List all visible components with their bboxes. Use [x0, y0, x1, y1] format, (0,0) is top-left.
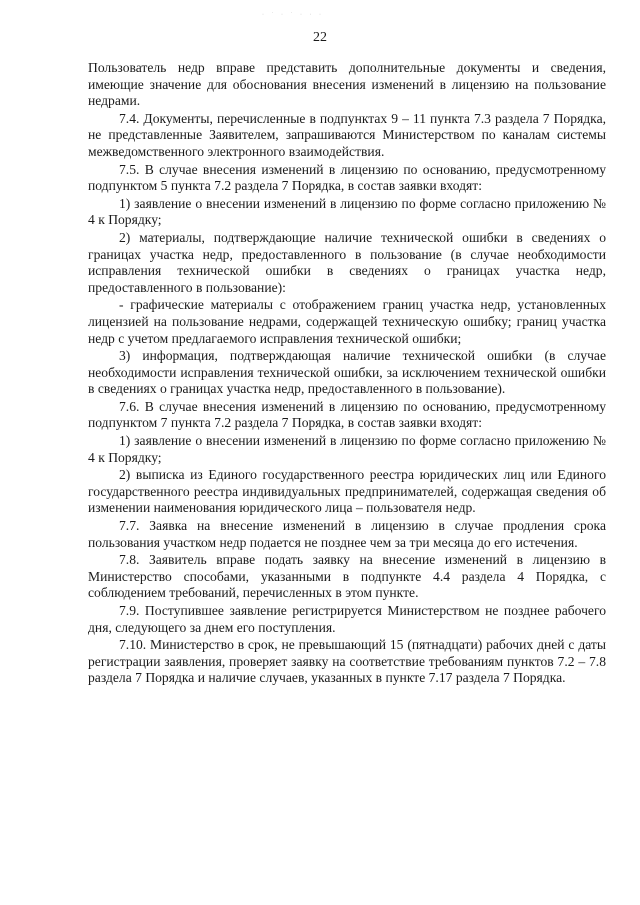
page-number: 22: [313, 30, 327, 45]
paragraph-intro: Пользователь недр вправе представить дополнительные документы и сведения, имеющие значение для обоснования внесения изменений в лицензию на пользование недрами.: [88, 60, 606, 109]
paragraph-7-7: 7.7. Заявка на внесение изменений в лицензию в случае продления срока пользования участком недр подается не позднее чем за три месяца до его истечения.: [88, 518, 606, 550]
paragraph-7-5-item-1: 1) заявление о внесении изменений в лицензию по форме согласно приложению № 4 к Порядку;: [88, 195, 606, 228]
scan-artifact: · ˙ · ˙ · · ·: [262, 12, 324, 18]
paragraph-7-5: 7.5. В случае внесения изменений в лицензию по основанию, предусмотренному подпунктом 5 пункта 7.2 раздела 7 Порядка, в состав заявки входят:: [88, 161, 606, 194]
paragraph-7-6: 7.6. В случае внесения изменений в лицензию по основанию, предусмотренному подпунктом 7 пункта 7.2 раздела 7 Порядка, в состав заявки входят:: [88, 398, 606, 431]
paragraph-7-6-item-1: 1) заявление о внесении изменений в лицензию по форме согласно приложению № 4 к Порядку;: [88, 433, 606, 465]
paragraph-7-4: 7.4. Документы, перечисленные в подпунктах 9 – 11 пункта 7.3 раздела 7 Порядка, не представленные Заявителем, запрашиваются Министерством по каналам системы межведомственного электронного взаимодействия.: [88, 110, 606, 159]
paragraph-7-9: 7.9. Поступившее заявление регистрируется Министерством не позднее рабочего дня, следующего за днем его поступления.: [88, 603, 606, 635]
document-body: [88, 60, 606, 688]
paragraph-7-10: 7.10. Министерство в срок, не превышающий 15 (пятнадцати) рабочих дней с даты регистрации заявления, проверяет заявку на соответствие требованиям пунктов 7.2 – 7.8 раздела 7 Порядка и наличие случаев, указанных в пункте 7.17 раздела 7 Порядка.: [88, 637, 606, 686]
paragraph-7-6-item-2: 2) выписка из Единого государственного реестра юридических лиц или Единого государственного реестра индивидуальных предпринимателей, содержащая сведения об изменении наименования юридического лица – пользователя недр.: [88, 467, 606, 516]
paragraph-7-8: 7.8. Заявитель вправе подать заявку на внесение изменений в лицензию в Министерство способами, указанными в подпункте 4.4 раздела 4 Порядка, с соблюдением требований, перечисленных в этом пункте.: [88, 552, 606, 601]
paragraph-7-5-item-3: 3) информация, подтверждающая наличие технической ошибки (в случае необходимости исправления технической ошибки, за исключением технической ошибки в сведениях о границах участка недр, предоставленного в пользование).: [88, 348, 606, 397]
paragraph-7-5-item-2: 2) материалы, подтверждающие наличие технической ошибки в сведениях о границах участка недр, предоставленного в пользование (в случае необходимости исправления технической ошибки в сведениях о границах участка недр, предоставленного в пользование):: [88, 229, 606, 295]
paragraph-7-5-item-2-dash: - графические материалы с отображением границ участка недр, установленных лицензией на пользование недрами, содержащей техническую ошибку; границ участка недр с учетом предлагаемого исправления технической ошибки;: [88, 297, 606, 346]
